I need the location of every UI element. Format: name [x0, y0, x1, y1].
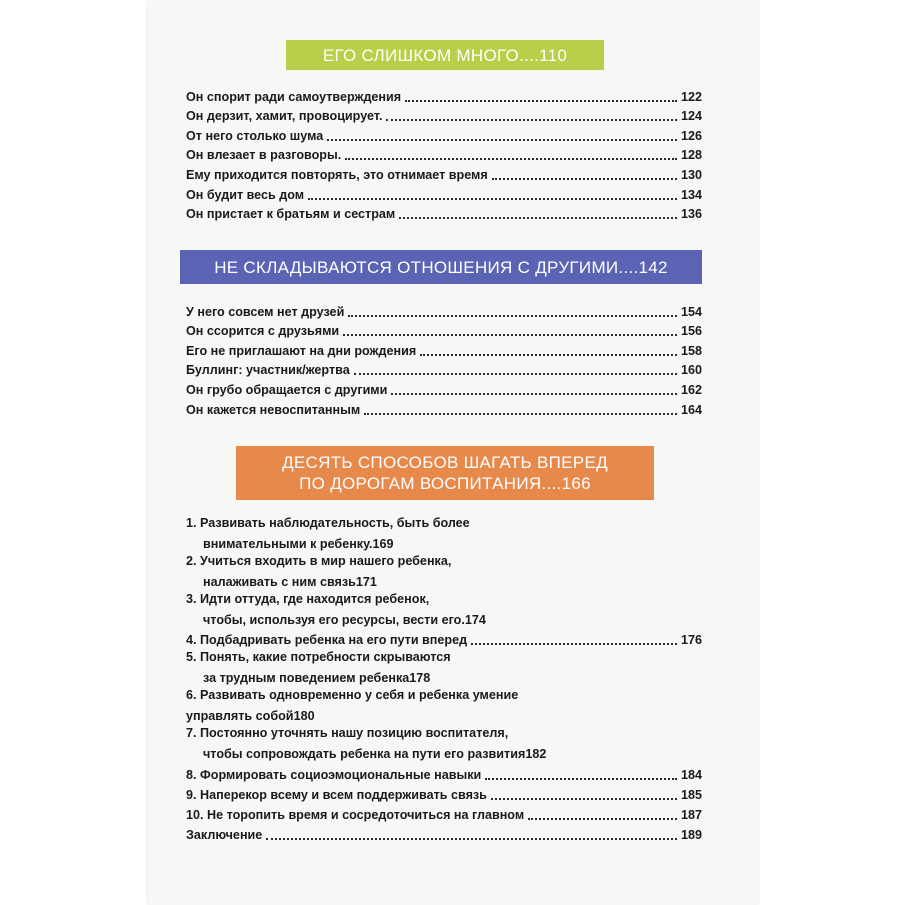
toc-entry	[186, 514, 702, 552]
toc-entry-page: 184	[680, 767, 702, 782]
toc-entry-title-cont: чтобы, используя его ресурсы, вести его.	[203, 613, 465, 627]
toc-entry	[186, 803, 702, 823]
toc-entry-page: 126	[680, 128, 702, 143]
toc-entry	[186, 300, 702, 320]
toc-entry-page: 187	[680, 808, 702, 823]
toc-entry-title: Ему приходится повторять, это отнимает время	[186, 167, 488, 182]
toc-list-2	[186, 300, 702, 418]
toc-entry-page: 124	[680, 109, 702, 124]
toc-entry	[186, 183, 702, 203]
toc-entry-page: 128	[680, 148, 702, 163]
section-banner-2: НЕ СКЛАДЫВАЮТСЯ ОТНОШЕНИЯ С ДРУГИМИ....142	[180, 250, 702, 284]
toc-entry	[186, 144, 702, 164]
toc-entry-page: 162	[680, 382, 702, 397]
toc-entry-page: 158	[680, 343, 702, 358]
dot-leader	[343, 334, 677, 336]
toc-entry	[186, 85, 702, 105]
toc-entry	[186, 105, 702, 125]
toc-entry	[186, 163, 702, 183]
toc-entry-title: 6. Развивать одновременно у себя и ребенка умение	[186, 688, 519, 703]
dot-leader	[327, 139, 677, 141]
dot-leader	[364, 413, 677, 415]
toc-entry-page: 130	[680, 167, 702, 182]
toc-entry	[186, 590, 702, 628]
toc-entry	[186, 686, 702, 724]
toc-entry-title: 9. Наперекор всему и всем поддерживать связь	[186, 787, 487, 802]
toc-entry-title-cont: внимательными к ребенку.	[203, 537, 373, 551]
toc-entry-page: 164	[680, 402, 702, 417]
toc-entry-page: 169	[372, 537, 394, 551]
toc-entry	[186, 378, 702, 398]
toc-entry-title: Буллинг: участник/жертва	[186, 363, 350, 378]
dot-leader	[308, 198, 677, 200]
toc-entry	[186, 648, 702, 686]
dot-leader	[492, 178, 677, 180]
toc-entry-page: 176	[680, 633, 702, 648]
toc-entry-page: 182	[525, 747, 547, 762]
toc-entry-title: 1. Развивать наблюдательность, быть более	[186, 516, 470, 530]
toc-entry-title: 8. Формировать социоэмоциональные навыки	[186, 767, 482, 782]
toc-entry-title: Он грубо обращается с другими	[186, 382, 388, 397]
dot-leader	[354, 373, 677, 375]
dot-leader	[420, 354, 677, 356]
toc-entry-title: Он спорит ради самоутверждения	[186, 89, 402, 104]
toc-entry	[186, 628, 702, 648]
dot-leader	[345, 158, 677, 160]
dot-leader	[348, 315, 677, 317]
toc-entry	[186, 359, 702, 379]
toc-entry	[186, 783, 702, 803]
toc-entry-title: 4. Подбадривать ребенка на его пути вперед	[186, 633, 468, 648]
toc-entry	[186, 339, 702, 359]
section-banner-3-line2: ПО ДОРОГАМ ВОСПИТАНИЯ....166	[299, 474, 591, 493]
toc-entry-title-cont: налаживать с ним связь	[203, 575, 356, 589]
toc-list-3	[186, 514, 702, 843]
toc-entry-title: 5. Понять, какие потребности скрываются	[186, 650, 451, 665]
toc-entry-page: 178	[409, 671, 431, 686]
toc-entry	[186, 552, 702, 590]
toc-entry-page: 136	[680, 207, 702, 222]
toc-entry-page: 189	[680, 828, 702, 843]
toc-entry-title: Он ссорится с друзьями	[186, 324, 340, 339]
toc-entry	[186, 823, 702, 843]
toc-entry	[186, 124, 702, 144]
toc-entry-title: Он влезает в разговоры.	[186, 148, 342, 163]
toc-list-1	[186, 85, 702, 222]
toc-entry-page: 154	[680, 304, 702, 319]
toc-entry-title-cont: чтобы сопровождать ребенка на пути его развития	[203, 747, 526, 762]
toc-entry	[186, 203, 702, 223]
toc-entry-title: У него совсем нет друзей	[186, 304, 345, 319]
dot-leader	[391, 393, 677, 395]
toc-entry-title: От него столько шума	[186, 128, 324, 143]
dot-leader	[405, 100, 677, 102]
toc-entry-page: 185	[680, 787, 702, 802]
section-banner-3	[236, 446, 654, 500]
toc-entry-page: 156	[680, 324, 702, 339]
section-banner-1: ЕГО СЛИШКОМ МНОГО....110	[286, 40, 604, 70]
section-banner-3-line1: ДЕСЯТЬ СПОСОБОВ ШАГАТЬ ВПЕРЕД	[282, 453, 608, 472]
dot-leader	[485, 778, 677, 780]
toc-entry	[186, 724, 702, 762]
dot-leader	[386, 119, 677, 121]
toc-entry-page: 180	[293, 709, 315, 724]
toc-entry-page: 171	[355, 575, 377, 589]
toc-entry-title: Его не приглашают на дни рождения	[186, 343, 417, 358]
toc-entry	[186, 762, 702, 782]
dot-leader	[266, 838, 677, 840]
toc-entry-page: 160	[680, 363, 702, 378]
toc-entry-title: Он кажется невоспитанным	[186, 402, 361, 417]
toc-entry-title: 2. Учиться входить в мир нашего ребенка,	[186, 554, 452, 568]
toc-entry-title: 10. Не торопить время и сосредоточиться на главном	[186, 808, 525, 823]
toc-entry-title: Он пристает к братьям и сестрам	[186, 207, 396, 222]
toc-entry-page: 174	[464, 613, 486, 627]
toc-entry-title-cont: за трудным поведением ребенка	[203, 671, 410, 686]
dot-leader	[491, 798, 677, 800]
toc-entry	[186, 320, 702, 340]
toc-entry-title: Он дерзит, хамит, провоцирует.	[186, 109, 383, 124]
toc-entry-title: 3. Идти оттуда, где находится ребенок,	[186, 592, 430, 606]
toc-entry-page: 134	[680, 187, 702, 202]
toc-entry-title: Он будит весь дом	[186, 187, 305, 202]
toc-entry	[186, 398, 702, 418]
toc-entry-title: 7. Постоянно уточнять нашу позицию воспитателя,	[186, 726, 509, 741]
dot-leader	[399, 217, 677, 219]
toc-entry-title-cont: управлять собой	[186, 709, 294, 724]
dot-leader	[471, 643, 677, 645]
toc-entry-page: 122	[680, 89, 702, 104]
dot-leader	[528, 818, 677, 820]
toc-entry-title: Заключение	[186, 828, 263, 843]
